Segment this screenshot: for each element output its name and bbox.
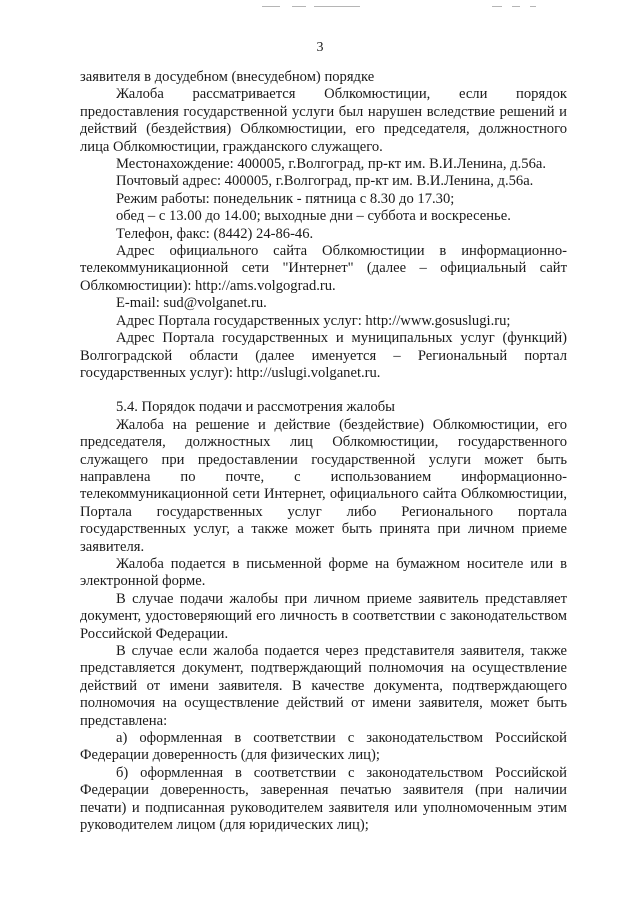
scan-artifact-3 [314, 6, 360, 7]
paragraph: Жалоба на решение и действие (бездействие) Облкомюстиции, его председателя, должностных лиц Облкомюстиции, государственного служащего при предоставлении государственной услуги может быть направлена по почте, с использованием информационно-телекоммуникационной сети Интернет, официального сайта Облкомюстиции, Портала государственных услуг либо Регионального портала государственных услуг, а также может быть принята при личном приеме заявителя. [80, 416, 567, 555]
paragraph: Почтовый адрес: 400005, г.Волгоград, пр-кт им. В.И.Ленина, д.56а. [116, 173, 534, 190]
paragraph: Адрес официального сайта Облкомюстиции в информационно-телекоммуникационной сети "Интернет" (далее – официальный сайт Облкомюстиции): http://ams.volgograd.ru. [80, 243, 567, 294]
paragraph: В случае если жалоба подается через представителя заявителя, также представляется документ, подтверждающий полномочия на осуществление действий от имени заявителя. В качестве документа, подтверждающего полномочия на осуществление действий от имени заявителя, может быть представлена: [80, 643, 567, 729]
paragraph: обед – с 13.00 до 14.00; выходные дни – суббота и воскресенье. [116, 208, 511, 225]
scan-artifact-2 [292, 6, 306, 7]
scan-artifact-5 [512, 6, 520, 7]
scan-artifact-1 [262, 6, 280, 7]
paragraph: Адрес Портала государственных услуг: http://www.gosuslugi.ru; [116, 312, 511, 329]
paragraph: В случае подачи жалобы при личном приеме заявитель представляет документ, удостоверяющий его личность в соответствии с законодательством Российской Федерации. [80, 590, 567, 642]
paragraph: заявителя в досудебном (внесудебном) порядке [80, 69, 375, 85]
scan-artifact-4 [492, 6, 502, 7]
paragraph-spacer [80, 382, 567, 399]
paragraph: б) оформленная в соответствии с законодательством Российской Федерации доверенность, заверенная печатью заявителя (при наличии печати) и подписанная руководителем заявителя или уполномоченным этим руководителем лицом (для юридических лиц); [80, 764, 567, 834]
document-body [80, 69, 567, 834]
paragraph: Жалоба подается в письменной форме на бумажном носителе или в электронной форме. [80, 555, 567, 590]
paragraph: Режим работы: понедельник - пятница с 8.30 до 17.30; [116, 190, 455, 207]
paragraph: а) оформленная в соответствии с законодательством Российской Федерации доверенность (для физических лиц); [80, 730, 567, 764]
page-number: 3 [316, 40, 324, 55]
paragraph: 5.4. Порядок подачи и рассмотрения жалобы [116, 399, 395, 416]
paragraph: Жалоба рассматривается Облкомюстиции, если порядок предоставления государственной услуги был нарушен вследствие решений и действий (бездействия) Облкомюстиции, его председателя, должностного лица Облкомюстиции, гражданского служащего. [80, 86, 567, 155]
scan-artifact-6 [530, 6, 536, 7]
paragraph: Телефон, факс: (8442) 24-86-46. [116, 225, 314, 242]
paragraph: Адрес Портала государственных и муниципальных услуг (функций) Волгоградской области (далее именуется – Региональный портал государственных услуг): http://uslugi.volganet.ru. [80, 330, 567, 381]
paragraph: E-mail: sud@volganet.ru. [116, 295, 267, 312]
paragraph: Местонахождение: 400005, г.Волгоград, пр-кт им. В.И.Ленина, д.56а. [116, 156, 546, 173]
